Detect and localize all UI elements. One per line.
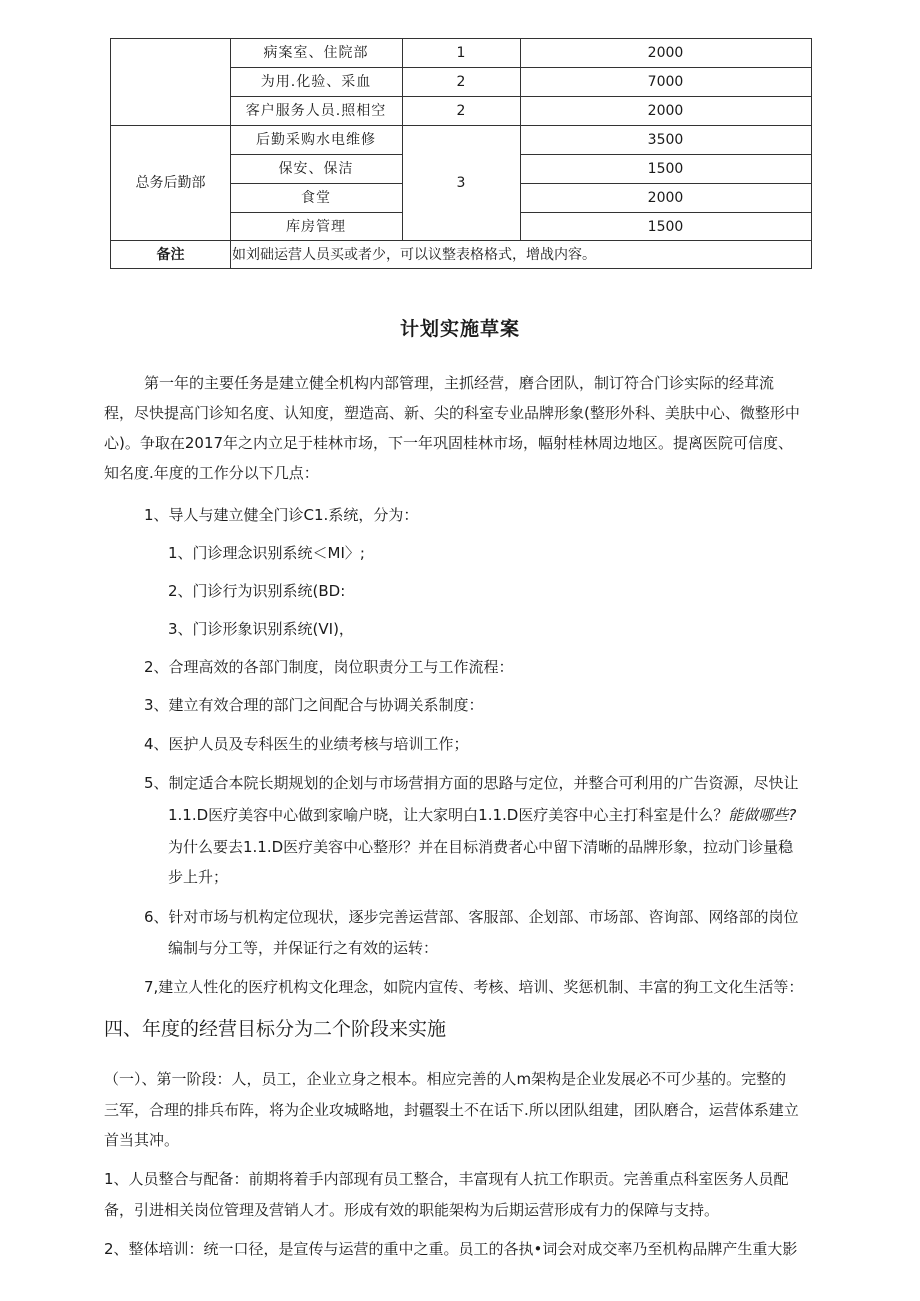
table-cell-count: 2 — [456, 103, 466, 119]
list-subitem: 1、门诊理念识别系统＜MI〉; — [168, 544, 365, 562]
table-cell-post: 保安、保洁 — [278, 161, 354, 177]
table-cell-post: 食堂 — [301, 190, 331, 206]
table-cell-salary: 1500 — [647, 161, 684, 177]
list-item: 2、合理高效的各部门制度，岗位职责分工与工作流程： — [144, 658, 514, 676]
table-cell-salary: 3500 — [647, 132, 684, 148]
table-cell-count: 1 — [456, 45, 466, 61]
list-item-continuation: 步上升； — [168, 868, 229, 886]
list-subitem: 3、门诊形象识别系统(VI)， — [168, 620, 354, 638]
table-cell-salary: 2000 — [647, 45, 684, 61]
list-item-continuation — [168, 800, 796, 830]
table-remark-text: 如刘础运营人员买或者少，可以议整表格格式，增战内容。 — [232, 246, 596, 263]
list-item-continuation: 编制与分工等，并保证行之有效的运转： — [168, 939, 439, 957]
intro-line: 第一年的主要任务是建立健全机构内部管理，主抓经营，磨合团队，制订符合门诊实际的经茸流 — [144, 374, 775, 392]
table-cell-count: 3 — [456, 175, 466, 191]
list-item: 3、建立有效合理的部门之间配合与协调关系制度： — [144, 696, 484, 714]
list-item: 1、导人与建立健全门诊C1.系统，分为： — [144, 506, 419, 524]
table-cell-post: 后勤采购水电维修 — [256, 132, 376, 148]
table-cell-salary: 2000 — [647, 103, 684, 119]
paragraph-line: 首当其冲。 — [104, 1131, 180, 1149]
list-subitem: 2、门诊行为识别系统(BD: — [168, 582, 346, 600]
list-item: 4、医护人员及专科医生的业绩考核与培训工作； — [144, 735, 469, 753]
paragraph-line: 三军，合理的排兵布阵，将为企业攻城略地，封疆裂土不在话下.所以团队组建，团队磨合，运营体系建立 — [104, 1101, 799, 1119]
list-item: 7,建立人性化的医疗机构文化理念，如院内宣传、考核、培训、奖惩机制、丰富的狗工文化生活等： — [144, 978, 804, 996]
staffing-table — [110, 38, 812, 269]
table-cell-department: 总务后勤部 — [135, 175, 206, 191]
table-cell-count: 2 — [456, 74, 466, 90]
list-item-continuation: 为什么要去1.1.D医疗美容中心整形？并在目标消费者心中留下清晰的品牌形象，拉动门诊量稳 — [168, 838, 794, 856]
paragraph-line: （一）、第一阶段：人，员工，企业立身之根本。相应完善的人m架构是企业发展必不可少基的。完整的 — [104, 1070, 787, 1088]
intro-line: 知名度.年度的工作分以下几点： — [104, 464, 319, 482]
table-cell-post: 客户服务人员.照相空 — [245, 103, 387, 119]
table-cell-post: 为用.化验、采血 — [260, 74, 372, 90]
list-item: 6、针对市场与机构定位现状，逐步完善运营部、客服部、企划部、市场部、咨询部、网络部的岗位 — [144, 908, 799, 926]
table-cell-post: 库房管理 — [286, 218, 346, 235]
intro-line: 程，尽快提高门诊知名度、认知度，塑造高、新、尖的科室专业品牌形象(整形外科、美肤中心、微整形中 — [104, 404, 800, 422]
paragraph-line: 2、整体培训：统一口径，是宣传与运营的重中之重。员工的各执•词会对成交率乃至机构品牌产生重大影 — [104, 1240, 798, 1258]
table-cell-salary: 2000 — [647, 190, 684, 206]
table-cell-salary: 1500 — [647, 218, 684, 235]
list-item-italic-text: 能做哪些? — [728, 806, 797, 824]
page-title: 计划实施草案 — [399, 318, 520, 340]
table-cell-salary: 7000 — [647, 74, 684, 90]
table-remark-label: 备注 — [156, 246, 185, 263]
table-cell-post: 病案室、住院部 — [263, 45, 369, 61]
paragraph-line: 备，引进相关岗位管理及营销人才。形成有效的职能架构为后期运营形成有力的保障与支持。 — [104, 1201, 720, 1219]
paragraph-line: 1、人员整合与配备：前期将着手内部现有员工整合，丰富现有人抗工作职贡。完善重点科室医务人员配 — [104, 1170, 789, 1188]
section-heading: 四、年度的经营目标分为二个阶段来实施 — [104, 1018, 447, 1040]
list-item: 5、制定适合本院长期规划的企划与市场营捐方面的思路与定位，并整合可利用的广告资源，尽快让 — [144, 774, 799, 792]
intro-line: 心)。争取在2017年之内立足于桂林市场，下一年巩固桂林市场，幅射桂林周边地区。提离医院可信度、 — [104, 434, 794, 452]
list-item-text: 1.1.D医疗美容中心做到家喻户晓，让大家明白1.1.D医疗美容中心主打科室是什么？ — [168, 806, 729, 824]
